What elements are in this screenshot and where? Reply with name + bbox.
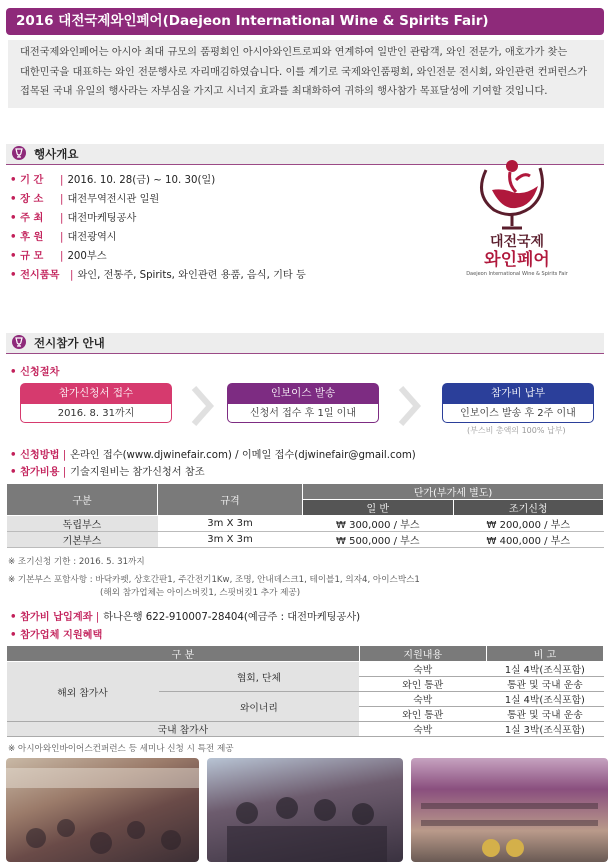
- intro-paragraph: [8, 40, 604, 108]
- section-title: 행사개요: [34, 147, 79, 161]
- logo-text-en: Daejeon International Wine & Spirits Fair: [466, 271, 568, 277]
- fair-logo: [464, 150, 570, 300]
- exhibition-photo-3: [411, 758, 608, 862]
- col-header: 비 고: [486, 646, 603, 662]
- col-header: 조기신청: [453, 500, 604, 516]
- table-row: 독립부스 3m X 3m ₩ 300,000 / 부스 ₩ 200,000 / 부스: [7, 516, 604, 532]
- apply-method: • 신청방법 | 온라인 접수(www.djwinefair.com) / 이메일 접수(djwinefair@gmail.com): [10, 450, 416, 461]
- bank-account: • 참가비 납입계좌 | 하나은행 622-910007-28404(예금주 : 대전마케팅공사): [10, 612, 361, 623]
- intro-line: 대전국제와인페어는 아시아 최대 규모의 품평회인 아시아와인트로피와 연계하여 일반인 관람객, 와인 전문가, 애호가가 찾는: [20, 47, 568, 58]
- wine-glass-icon: [12, 146, 26, 160]
- wine-logo-icon: [464, 150, 570, 230]
- step-note: (부스비 총액의 100% 납부): [467, 426, 566, 435]
- overview-row: • 주 최 | 대전마케팅공사: [10, 213, 137, 224]
- table-row: 와인 통관 통관 및 국내 운송: [7, 677, 604, 692]
- tasting-hall-photo: [411, 758, 608, 862]
- table-row: 기본부스 3m X 3m ₩ 500,000 / 부스 ₩ 400,000 / 부스: [7, 532, 604, 548]
- fee-table: [6, 483, 604, 548]
- overview-row: • 규 모 | 200부스: [10, 251, 107, 262]
- table-row: 국내 참가사 숙박 1실 3박(조식포함): [7, 722, 604, 737]
- intro-line: 대한민국을 대표하는 와인 전문행사로 자리매김하였습니다. 이를 계기로 국제와인품평회, 와인전문 전시회, 와인관련 컨퍼런스가: [20, 66, 587, 78]
- step-title: 인보이스 발송: [227, 383, 379, 403]
- col-header: 지원내용: [359, 646, 486, 662]
- col-header: 규격: [158, 484, 303, 516]
- col-header: 단가(부가세 별도): [303, 484, 604, 500]
- step-3: [442, 383, 594, 427]
- col-header: 일 반: [303, 500, 454, 516]
- step-2: [227, 383, 379, 427]
- table-row: 와이너리 숙박 1실 4박(조식포함): [7, 692, 604, 707]
- step-title: 참가비 납부: [442, 383, 594, 403]
- step-desc: 2016. 8. 31까지: [20, 403, 172, 423]
- step-desc: 인보이스 발송 후 2주 이내: [442, 403, 594, 423]
- support-table: [6, 645, 604, 737]
- wine-glass-icon: [12, 335, 26, 349]
- basic-booth-note-2: (해외 참가업체는 아이스버킷1, 스핏버킷1 추가 제공): [100, 588, 301, 598]
- table-row: 와인 통관 통관 및 국내 운송: [7, 707, 604, 722]
- overview-row: • 장 소 | 대전무역전시관 일원: [10, 194, 160, 205]
- table-row: 해외 참가사 협회, 단체 숙박 1실 4박(조식포함): [7, 662, 604, 677]
- basic-booth-note: ※ 기본부스 포함사항 : 바닥카펫, 상호간판1, 주간전기1Kw, 조명, 안내데스크1, 테이블1, 의자4, 아이스박스1: [8, 575, 420, 585]
- intro-line: 접목된 국내 유일의 행사라는 자부심을 가지고 시너지 효과를 최대화하여 귀하의 행사참가 목표달성에 기여할 것입니다.: [20, 86, 548, 97]
- chevron-right-icon: [395, 386, 423, 426]
- step-title: 참가신청서 접수: [20, 383, 172, 403]
- section-title: 전시참가 안내: [34, 336, 105, 350]
- support-label: • 참가업체 지원혜택: [10, 630, 103, 641]
- logo-text-1: 대전국제: [489, 234, 545, 250]
- overview-list: [10, 171, 306, 285]
- overview-row: • 기 간 | 2016. 10. 28(금) ~ 10. 30(일): [10, 175, 216, 186]
- logo-text-2: 와인페어: [484, 250, 550, 270]
- step-1: [20, 383, 172, 427]
- page-title: 2016 대전국제와인페어(Daejeon International Wine & Spirits Fair): [6, 8, 604, 35]
- procedure-label: • 신청절차: [10, 367, 60, 378]
- early-deadline-note: ※ 조기신청 기한 : 2016. 5. 31까지: [8, 557, 145, 567]
- col-header: 구 분: [7, 646, 360, 662]
- toast-photo: [207, 758, 403, 862]
- overview-row: • 후 원 | 대전광역시: [10, 232, 117, 243]
- chevron-right-icon: [188, 386, 216, 426]
- exhibition-photo-2: [207, 758, 403, 862]
- seminar-note: ※ 아시아와인바이어스컨퍼런스 등 세미나 신청 시 특전 제공: [8, 744, 234, 754]
- exhibition-photo-1: [6, 758, 199, 862]
- fee-note: • 참가비용 | 기술지원비는 참가신청서 참조: [10, 467, 205, 478]
- crowd-photo: [6, 758, 199, 862]
- step-desc: 신청서 접수 후 1일 이내: [227, 403, 379, 423]
- section-guide-header: [6, 333, 604, 354]
- overview-row: • 전시품목 | 와인, 전통주, Spirits, 와인관련 용품, 음식, 기타 등: [10, 270, 306, 281]
- col-header: 구분: [7, 484, 158, 516]
